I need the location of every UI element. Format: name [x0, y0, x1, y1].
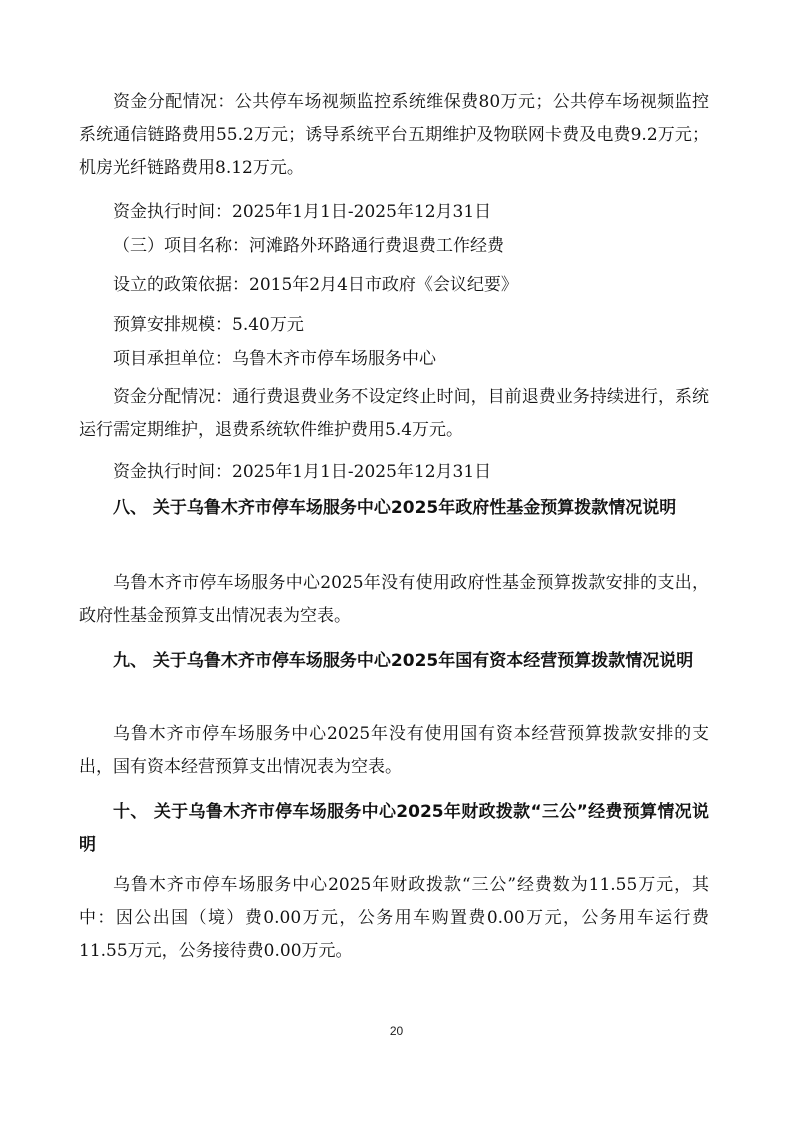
section-9-heading: 九、 关于乌鲁木齐市停车场服务中心2025年国有资本经营预算拨款情况说明: [113, 651, 694, 671]
section-10-body: 乌鲁木齐市停车场服务中心2025年财政拨款“三公”经费数为11.55万元，其中：因公出国（境）费0.00万元，公务用车购置费0.00万元，公务用车运行费11.55万元，公务接待费0.00万元。: [79, 875, 709, 961]
section-8-body: 乌鲁木齐市停车场服务中心2025年没有使用政府性基金预算拨款安排的支出，政府性基金预算支出情况表为空表。: [79, 573, 709, 626]
section-9-body: 乌鲁木齐市停车场服务中心2025年没有使用国有资本经营预算拨款安排的支出，国有资本经营预算支出情况表为空表。: [79, 724, 709, 777]
fund-allocation-paragraph-2: 资金分配情况：通行费退费业务不设定终止时间，目前退费业务持续进行，系统运行需定期维护，退费系统软件维护费用5.4万元。: [79, 387, 709, 440]
project-name-line: （三）项目名称：河滩路外环路通行费退费工作经费: [113, 236, 504, 256]
section-10-heading: 十、 关于乌鲁木齐市停车场服务中心2025年财政拨款“三公”经费预算情况说明: [79, 802, 709, 855]
policy-basis-line: 设立的政策依据：2015年2月4日市政府《会议纪要》: [113, 275, 518, 295]
page-number: 20: [389, 1024, 404, 1038]
fund-execution-time: 资金执行时间：2025年1月1日-2025年12月31日: [113, 202, 492, 222]
fund-allocation-paragraph: 资金分配情况：公共停车场视频监控系统维保费80万元；公共停车场视频监控系统通信链路费用55.2万元；诱导系统平台五期维护及物联网卡费及电费9.2万元；机房光纤链路费用8.12万元。: [79, 92, 709, 178]
project-unit-line: 项目承担单位：乌鲁木齐市停车场服务中心: [113, 349, 436, 369]
fund-execution-time-2: 资金执行时间：2025年1月1日-2025年12月31日: [113, 462, 492, 482]
budget-scale-line: 预算安排规模：5.40万元: [113, 315, 304, 335]
section-8-heading: 八、 关于乌鲁木齐市停车场服务中心2025年政府性基金预算拨款情况说明: [113, 498, 677, 518]
